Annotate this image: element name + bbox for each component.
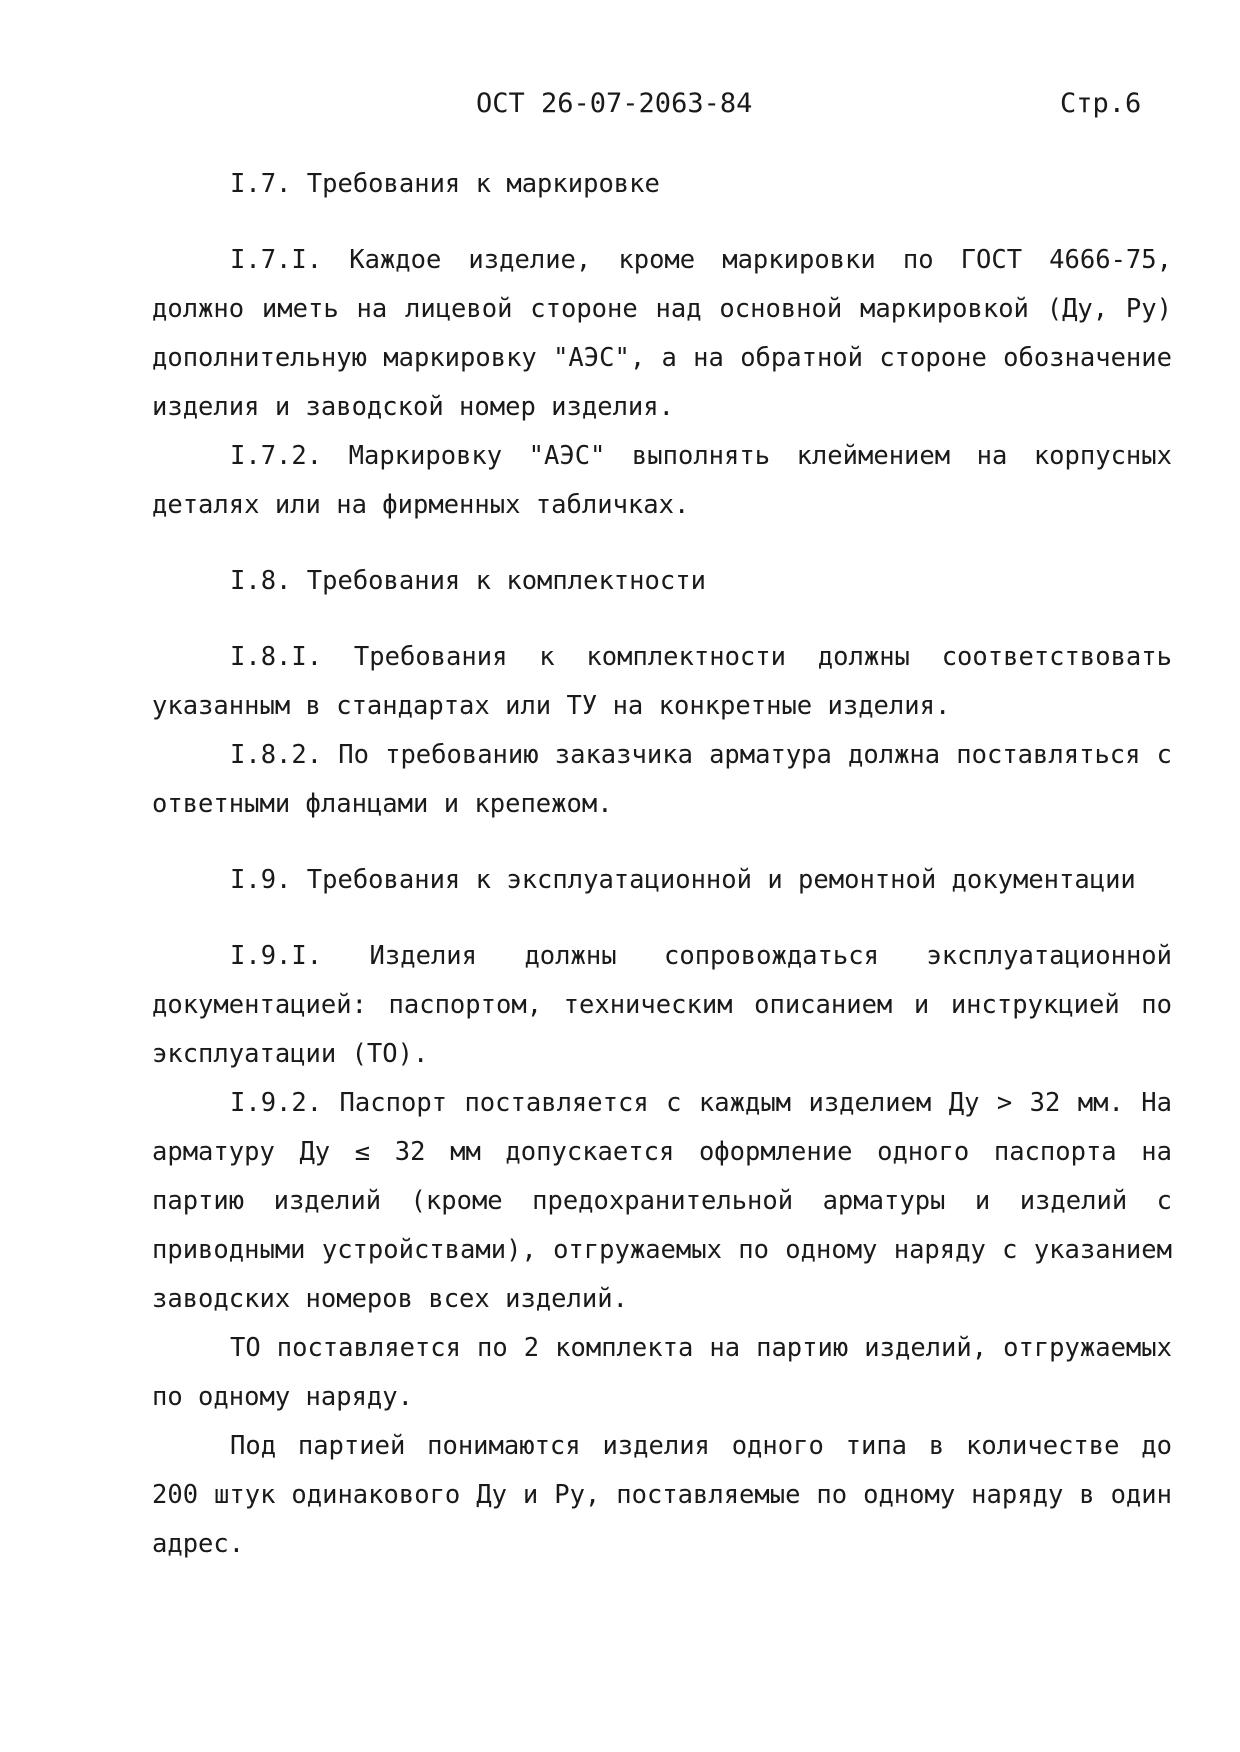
paragraph: I.7.I. Каждое изделие, кроме маркировки по ГОСТ 4666-75, должно иметь на лицевой стороне над основной маркировкой (Ду, Ру) дополнительную маркировку "АЭС", а на обратной стороне обозначение изделия и заводской номер изделия.	[152, 245, 1172, 422]
document-body	[152, 160, 1172, 1569]
page-header	[0, 80, 1240, 130]
document-code: ОСТ 26-07-2063-84	[476, 88, 753, 119]
page-number: Стр.6	[1060, 88, 1142, 119]
paragraph: I.8.2. По требованию заказчика арматура должна поставляться с ответными фланцами и крепежом.	[152, 740, 1172, 819]
paragraph: I.7.2. Маркировку "АЭС" выполнять клеймением на корпусных деталях или на фирменных табличках.	[152, 441, 1172, 520]
section-1-7	[152, 160, 1172, 530]
paragraph: I.8.I. Требования к комплектности должны соответствовать указанным в стандартах или ТУ на конкретные изделия.	[152, 642, 1172, 721]
paragraph: Под партией понимаются изделия одного типа в количестве до 200 штук одинакового Ду и Ру, поставляемые по одному наряду в один адрес.	[152, 1431, 1172, 1559]
paragraph: I.9.2. Паспорт поставляется с каждым изделием Ду > 32 мм. На арматуру Ду ≤ 32 мм допускается оформление одного паспорта на партию изделий (кроме предохранительной арматуры и изделий с приводными устройствами), отгружаемых по одному наряду с указанием заводских номеров всех изделий.	[152, 1088, 1172, 1314]
section-1-9	[152, 856, 1172, 1569]
section-title: I.9. Требования к эксплуатационной и ремонтной документации	[230, 865, 1136, 895]
section-title: I.7. Требования к маркировке	[230, 169, 660, 199]
paragraph: ТО поставляется по 2 комплекта на партию изделий, отгружаемых по одному наряду.	[152, 1333, 1172, 1412]
paragraph: I.9.I. Изделия должны сопровождаться эксплуатационной документацией: паспортом, техническим описанием и инструкцией по эксплуатации (ТО).	[152, 941, 1172, 1069]
section-1-8	[152, 557, 1172, 829]
section-title: I.8. Требования к комплектности	[230, 566, 706, 596]
